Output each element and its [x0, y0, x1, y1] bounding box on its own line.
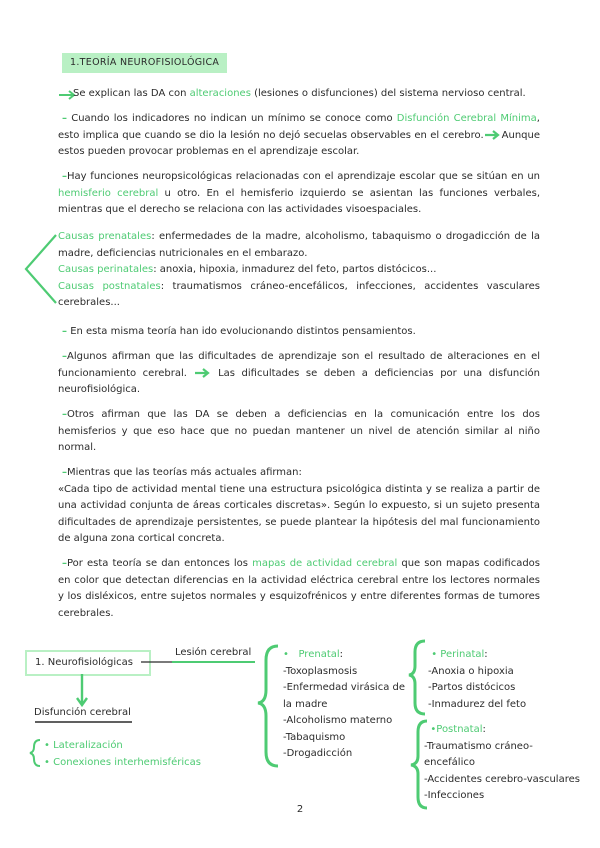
paragraph-2: – Cuando los indicadores no indican un mínimo se conoce como Disfunción Cerebral Mínima, esto implica que cuando se dio la lesión no dejó secuelas observables en el cerebro. Aunque estos pueden provocar problemas en el aprendizaje escolar. — [58, 113, 540, 157]
list-item: -Enfermedad virásica de — [283, 682, 405, 693]
paragraph-5: – En esta misma teoría han ido evolucionando distintos pensamientos. — [62, 326, 416, 337]
list-item: -Alcoholismo materno — [283, 715, 393, 726]
list-item: -Accidentes cerebro-vasculares — [424, 773, 580, 785]
list-item: la madre — [283, 698, 328, 710]
list-item: • Conexiones interhemisféricas — [44, 756, 201, 768]
section-title: 1.TEORÍA NEUROFISIOLÓGICA — [62, 53, 227, 73]
list-item: -Anoxia o hipoxia — [428, 665, 514, 677]
diagram-prenatal — [283, 647, 405, 763]
list-item: -Partos distócicos — [428, 682, 516, 693]
paragraph-9: –Por esta teoría se dan entonces los mapas de actividad cerebral que son mapas codificados en color que detectan diferencias en la actividad eléctrica cerebral entre los lectores normales y los disléxicos, entre sujetos normales y esquizofrénicos y entre diferentes formas de tumores cerebrales. — [58, 558, 540, 619]
list-item: encefálico — [424, 757, 475, 768]
cause-prenatal: Causas prenatales: enfermedades de la madre, alcoholismo, tabaquismo o drogadicción de la madre, deficiencias nutricionales en el embarazo. — [58, 231, 540, 259]
perinatal-title: • Perinatal: — [431, 649, 488, 660]
paragraph-6: –Algunos afirman que las dificultades de aprendizaje son el resultado de alteraciones en el funcionamiento cerebral. Las dificultades se deben a deficiencias por una disfunción neurofisiológica. — [58, 351, 540, 395]
paragraph-3: –Hay funciones neuropsicológicas relacionadas con el aprendizaje escolar que se sitúan en un hemisferio cerebral u otro. En el hemisferio izquierdo se asientan las funciones verbales, mientras que el derecho se relaciona con las actividades visoespaciales. — [58, 171, 540, 215]
paragraph-8: –Mientras que las teorías más actuales afirman: «Cada tipo de actividad mental tiene una estructura psicológica distinta y se realiza a partir de una actividad conjunta de áreas corticales discretas». Según lo expuesto, si un sujeto presenta dificultades de aprendizaje persistentes, se puede plantear la hipótesis del mal funcionamiento de alguna zona cortical concreta. — [58, 467, 540, 544]
cause-postnatal: Causas postnatales: traumatismos cráneo-encefálicos, infecciones, accidentes vasculares cerebrales... — [58, 280, 540, 308]
list-item: -Inmadurez del feto — [428, 698, 527, 710]
diagram-lesion-label: Lesión cerebral — [175, 647, 252, 658]
list-item: • Lateralización — [44, 740, 123, 751]
prenatal-title: • Prenatal: — [283, 649, 344, 660]
cause-perinatal: Causas perinatales: anoxia, hipoxia, inmadurez del feto, partos distócicos... — [58, 264, 437, 275]
list-item: -Drogadicción — [283, 748, 353, 759]
paragraph-7: –Otros afirman que las DA se deben a deficiencias en la comunicación entre los dos hemisferios y que eso hace que no puedan mantener un nivel de atención similar al niño normal. — [58, 409, 540, 453]
list-item: -Tabaquismo — [283, 731, 346, 743]
page-number: 2 — [296, 804, 304, 815]
paragraph-1: Se explican las DA con alteraciones (lesiones o disfunciones) del sistema nervioso central. — [73, 88, 526, 99]
postnatal-title: •Postnatal: — [430, 724, 486, 735]
diagram-disfuncion-label: Disfunción cerebral — [34, 707, 131, 718]
list-item: -Traumatismo cráneo- — [424, 740, 533, 752]
diagram-postnatal — [424, 722, 580, 805]
diagram-perinatal — [428, 647, 526, 713]
diagram-disfuncion-items — [44, 738, 201, 771]
list-item: -Infecciones — [424, 790, 485, 801]
list-item: -Toxoplasmosis — [283, 665, 358, 677]
diagram-root-box: 1. Neurofisiológicas — [25, 650, 151, 676]
